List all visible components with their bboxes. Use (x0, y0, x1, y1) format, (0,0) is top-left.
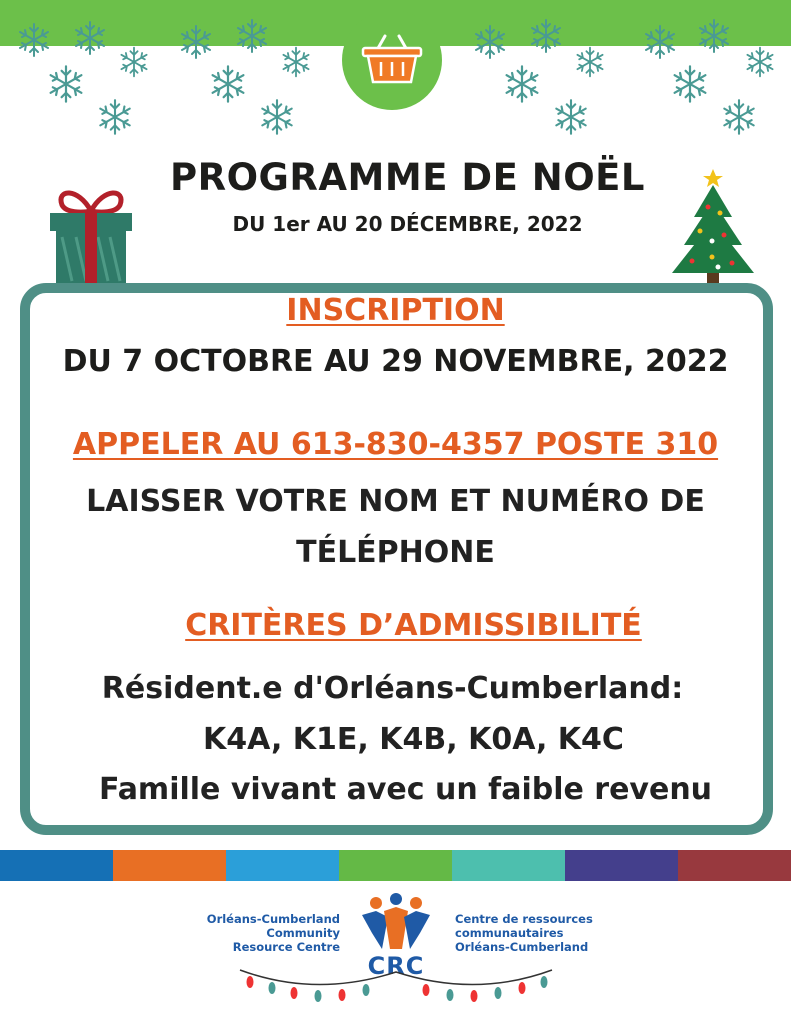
color-bar-segment (113, 850, 226, 881)
color-bar-segment (339, 850, 452, 881)
footer-french-line-3: Orléans-Cumberland (455, 940, 589, 954)
basket-icon (357, 32, 427, 88)
snowflake-icon (94, 96, 136, 138)
footer-french-line-1: Centre de ressources (455, 912, 593, 926)
snowflake-icon (278, 44, 314, 80)
instruction-line-2: TÉLÉPHONE (296, 535, 495, 570)
page-subtitle: DU 1er AU 20 DÉCEMBRE, 2022 (232, 212, 583, 236)
snowflake-icon (526, 16, 566, 56)
color-bar-segment (226, 850, 339, 881)
color-bar-segment (565, 850, 678, 881)
snowflake-icon (70, 18, 110, 58)
criteria-heading: CRITÈRES D’ADMISSIBILITÉ (185, 608, 642, 643)
basket-badge (342, 10, 442, 110)
footer-english-line-1: Orléans-Cumberland (206, 912, 340, 926)
color-bar (0, 850, 791, 881)
page-title: PROGRAMME DE NOËL (170, 156, 645, 199)
phone-line: APPELER AU 613-830-4357 POSTE 310 (72, 427, 719, 462)
footer-english-line-3: Resource Centre (232, 940, 340, 954)
snowflake-icon (694, 16, 734, 56)
gift-icon (48, 183, 134, 287)
snowflake-icon (256, 96, 298, 138)
snowflake-icon (116, 44, 152, 80)
snowflake-icon (470, 22, 510, 62)
snowflake-icon (44, 62, 88, 106)
snowflake-icon (572, 44, 608, 80)
snowflake-icon (550, 96, 592, 138)
inscription-heading: INSCRIPTION (286, 293, 505, 328)
footer-english-line-2: Community (266, 926, 340, 940)
footer-french-line-2: communautaires (455, 926, 564, 940)
color-bar-segment (452, 850, 565, 881)
postal-codes: K4A, K1E, K4B, K0A, K4C (203, 722, 624, 757)
snowflake-icon (668, 62, 712, 106)
footer-english-name (150, 912, 340, 954)
string-lights-icon (236, 962, 556, 1006)
christmas-tree-icon (668, 165, 758, 287)
color-bar-segment (0, 850, 113, 881)
snowflake-icon (176, 22, 216, 62)
snowflake-icon (742, 44, 778, 80)
snowflake-icon (206, 62, 250, 106)
footer-french-name (455, 912, 655, 954)
snowflake-icon (14, 20, 54, 60)
resident-criterion: Résident.e d'Orléans-Cumberland: (101, 671, 684, 706)
crc-figures-logo (358, 893, 434, 955)
crc-logo-text: CRC (367, 952, 425, 980)
snowflake-icon (500, 62, 544, 106)
instruction-line-1: LAISSER VOTRE NOM ET NUMÉRO DE (86, 484, 705, 519)
income-criterion: Famille vivant avec un faible revenu (98, 772, 713, 807)
snowflake-icon (640, 22, 680, 62)
inscription-dates: DU 7 OCTOBRE AU 29 NOVEMBRE, 2022 (62, 344, 729, 379)
snowflake-icon (232, 16, 272, 56)
snowflake-icon (718, 96, 760, 138)
color-bar-segment (678, 850, 791, 881)
